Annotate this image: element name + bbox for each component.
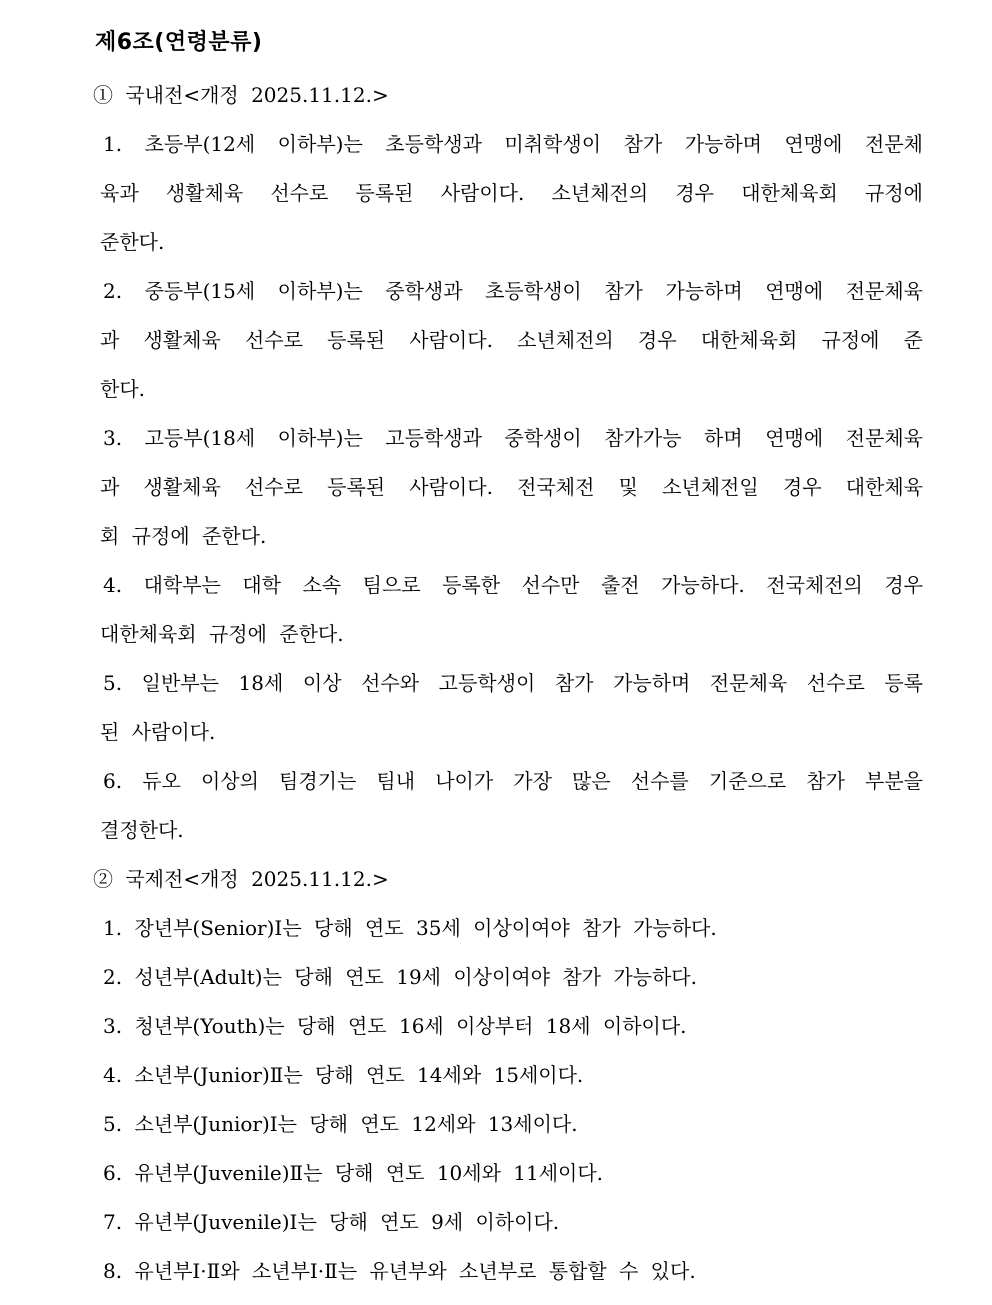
clause-line: 5. 일반부는 18세 이상 선수와 고등학생이 참가 가능하며 전문체육 선수로 등록 (103, 671, 923, 695)
clause-line: 7. 유년부(Juvenile)Ⅰ는 당해 연도 9세 이하이다. (103, 1210, 560, 1234)
clause-item (93, 561, 923, 659)
clause-line: 2. 중등부(15세 이하부)는 중학생과 초등학생이 참가 가능하며 연맹에 전문체육 (103, 279, 923, 303)
clause-line: 육과 생활체육 선수로 등록된 사람이다. 소년체전의 경우 대한체육회 규정에 (100, 181, 923, 205)
clause-item (93, 267, 923, 414)
clause-line: 3. 고등부(18세 이하부)는 고등학생과 중학생이 참가가능 하며 연맹에 전문체육 (103, 426, 923, 450)
clause-item (93, 904, 923, 953)
clause-line: 한다. (100, 377, 145, 401)
clause-item (93, 953, 923, 1002)
clause-item (93, 1149, 923, 1198)
clause-line: 된 사람이다. (100, 720, 216, 744)
clause-line: 결정한다. (100, 818, 184, 842)
section-2 (93, 855, 923, 1296)
clause-line: 8. 유년부Ⅰ·Ⅱ와 소년부Ⅰ·Ⅱ는 유년부와 소년부로 통합할 수 있다. (103, 1259, 696, 1283)
section-heading: ② 국제전<개정 2025.11.12.> (93, 867, 389, 891)
clause-line: 대한체육회 규정에 준한다. (100, 622, 344, 646)
clause-item (93, 659, 923, 757)
clause-line: 6. 유년부(Juvenile)Ⅱ는 당해 연도 10세와 11세이다. (103, 1161, 604, 1185)
clause-item (93, 414, 923, 561)
clause-line: 과 생활체육 선수로 등록된 사람이다. 소년체전의 경우 대한체육회 규정에 준 (100, 328, 923, 352)
clause-item (93, 757, 923, 855)
clause-line: 2. 성년부(Adult)는 당해 연도 19세 이상이여야 참가 가능하다. (103, 965, 697, 989)
clause-line: 6. 듀오 이상의 팀경기는 팀내 나이가 가장 많은 선수를 기준으로 참가 부분을 (103, 769, 923, 793)
clause-line: 1. 초등부(12세 이하부)는 초등학생과 미취학생이 참가 가능하며 연맹에 전문체 (103, 132, 923, 156)
clause-line: 4. 대학부는 대학 소속 팀으로 등록한 선수만 출전 가능하다. 전국체전의 경우 (103, 573, 923, 597)
clause-line: 3. 청년부(Youth)는 당해 연도 16세 이상부터 18세 이하이다. (103, 1014, 687, 1038)
clause-line: 준한다. (100, 230, 165, 254)
section-heading: ① 국내전<개정 2025.11.12.> (93, 83, 389, 107)
clause-item (93, 1198, 923, 1247)
section-1 (93, 71, 923, 855)
article-title: 제6조(연령분류) (95, 30, 263, 55)
clause-line: 과 생활체육 선수로 등록된 사람이다. 전국체전 및 소년체전일 경우 대한체육 (100, 475, 923, 499)
clause-item (93, 1100, 923, 1149)
clause-item (93, 1247, 923, 1296)
clause-item (93, 120, 923, 267)
clause-line: 5. 소년부(Junior)Ⅰ는 당해 연도 12세와 13세이다. (103, 1112, 578, 1136)
clause-item (93, 1051, 923, 1100)
article-body (93, 71, 923, 1296)
clause-line: 4. 소년부(Junior)Ⅱ는 당해 연도 14세와 15세이다. (103, 1063, 584, 1087)
clause-line: 회 규정에 준한다. (100, 524, 267, 548)
clause-line: 1. 장년부(Senior)Ⅰ는 당해 연도 35세 이상이여야 참가 가능하다. (103, 916, 717, 940)
clause-item (93, 1002, 923, 1051)
